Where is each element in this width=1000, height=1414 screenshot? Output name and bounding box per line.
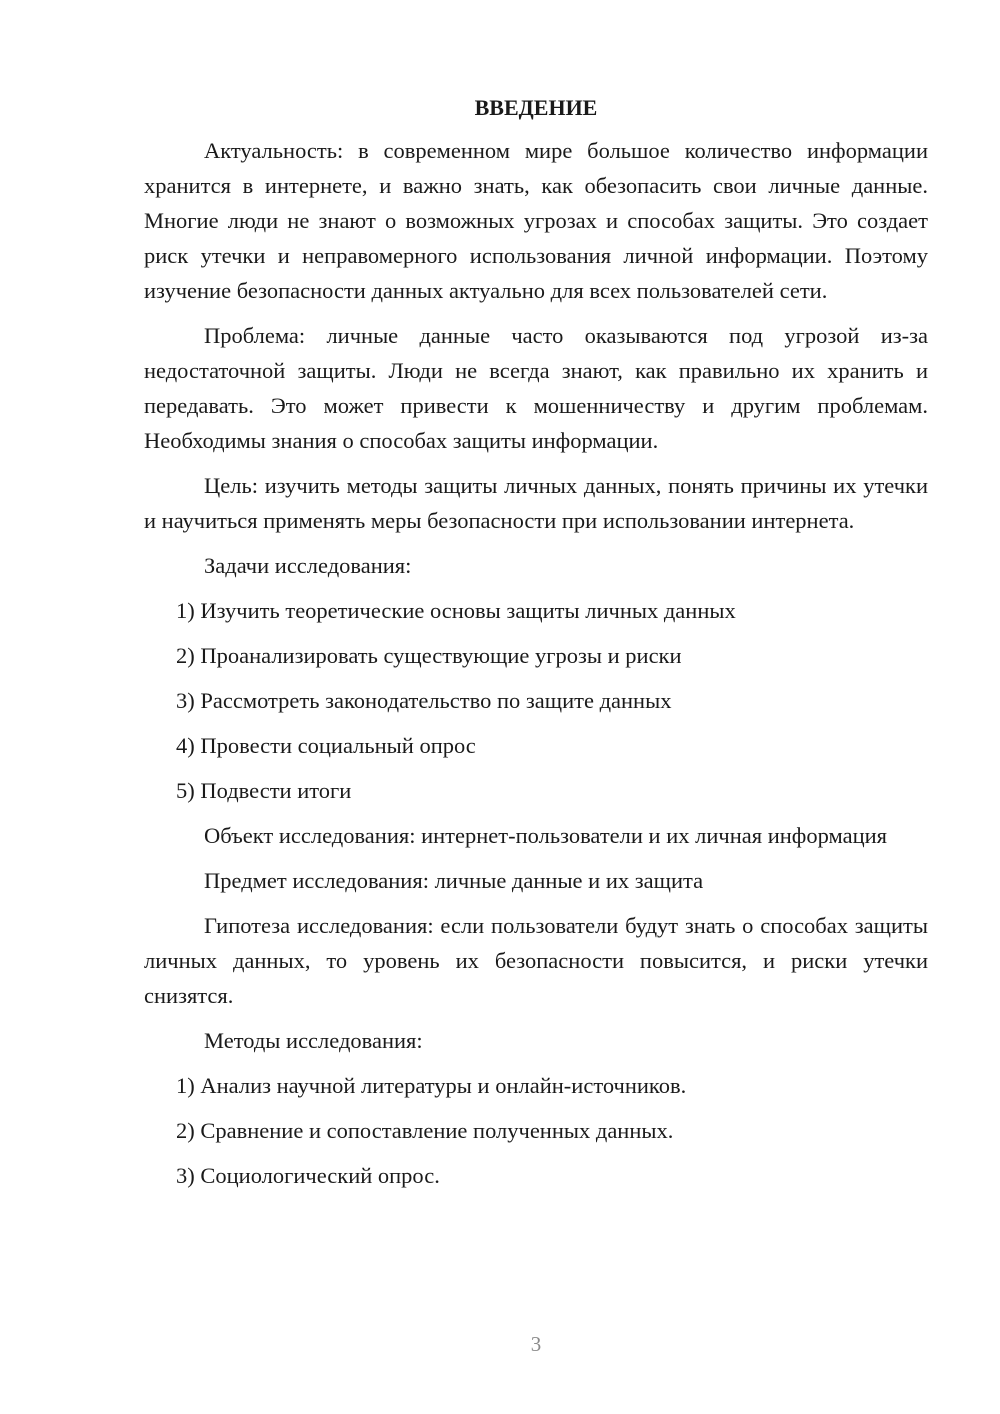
- methods-list: [144, 1068, 928, 1193]
- list-item: 3) Рассмотреть законодательство по защите данных: [176, 688, 672, 713]
- document-page: [144, 90, 928, 1203]
- list-item: 3) Социологический опрос.: [176, 1163, 440, 1188]
- list-item: 5) Подвести итоги: [176, 778, 352, 803]
- page-title: ВВЕДЕНИЕ: [474, 95, 598, 120]
- list-item: 2) Сравнение и сопоставление полученных данных.: [176, 1118, 674, 1143]
- methods-heading: Методы исследования:: [204, 1028, 423, 1053]
- list-item: 4) Провести социальный опрос: [176, 733, 476, 758]
- tasks-list: [144, 593, 928, 808]
- subject-paragraph: Предмет исследования: личные данные и их защита: [204, 868, 704, 893]
- list-item: 1) Изучить теоретические основы защиты личных данных: [176, 598, 736, 623]
- page-number: 3: [530, 1332, 542, 1356]
- relevance-paragraph: Актуальность: в современном мире большое количество информации хранится в интернете, и важно знать, как обезопасить свои личные данные. Многие люди не знают о возможных угрозах и способах защиты. Это создает риск утечки и неправомерного использования личной информации. Поэтому изучение безопасности данных актуально для всех пользователей сети.: [144, 138, 928, 303]
- goal-paragraph: Цель: изучить методы защиты личных данных, понять причины их утечки и научиться применять меры безопасности при использовании интернета.: [144, 473, 928, 533]
- tasks-heading: Задачи исследования:: [204, 553, 412, 578]
- list-item: 1) Анализ научной литературы и онлайн-источников.: [176, 1073, 687, 1098]
- hypothesis-paragraph: Гипотеза исследования: если пользователи будут знать о способах защиты личных данных, то уровень их безопасности повысится, и риски утечки снизятся.: [144, 913, 928, 1008]
- problem-paragraph: Проблема: личные данные часто оказываются под угрозой из-за недостаточной защиты. Люди не всегда знают, как правильно их хранить и передавать. Это может привести к мошенничеству и другим проблемам. Необходимы знания о способах защиты информации.: [144, 323, 928, 453]
- object-paragraph: Объект исследования: интернет-пользователи и их личная информация: [204, 823, 888, 848]
- list-item: 2) Проанализировать существующие угрозы и риски: [176, 643, 682, 668]
